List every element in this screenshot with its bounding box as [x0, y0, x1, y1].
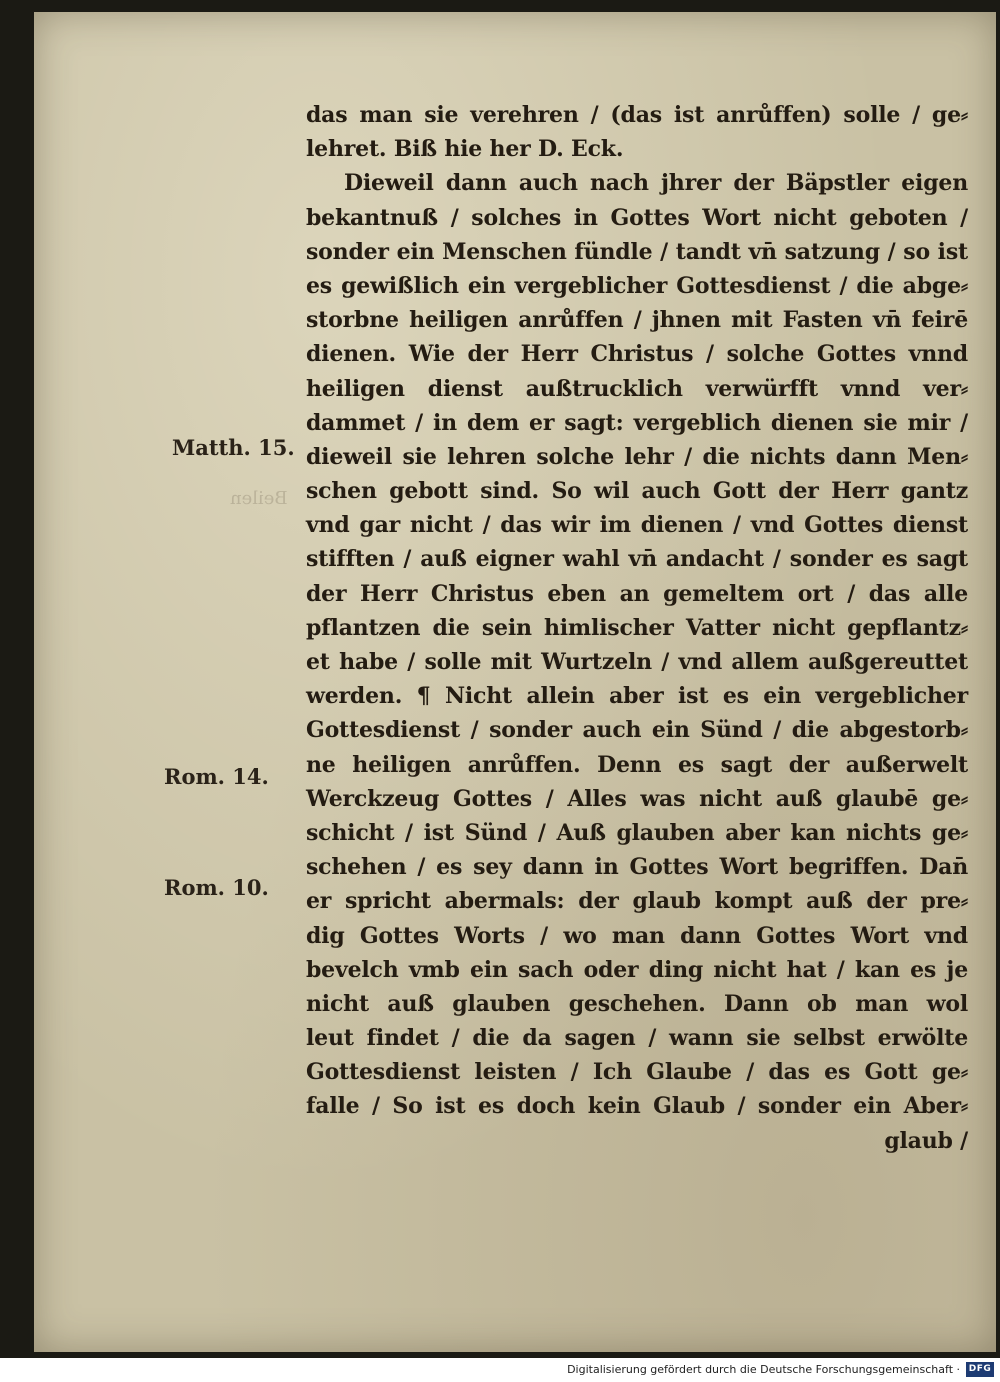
text-line: falle / So ist es doch kein Glaub / sonder ein Aber⸗	[306, 1093, 968, 1120]
dfg-logo-icon: DFG	[966, 1362, 994, 1377]
text-line: werden. ¶ Nicht allein aber ist es ein vergeblicher	[306, 683, 968, 710]
text-line: bevelch vmb ein sach oder ding nicht hat / kan es je	[306, 956, 968, 983]
text-line: et habe / solle mit Wurtzeln / vnd allem außgereuttet	[306, 649, 968, 675]
text-line: schen gebott sind. So wil auch Gott der Herr gantz	[306, 478, 968, 505]
text-line: dig Gottes Worts / wo man dann Gottes Wort vnd	[306, 922, 968, 949]
text-line: stifften / auß eigner wahl vn̄ andacht / sonder es sagt	[306, 546, 968, 573]
marginal-note-rom10: Rom. 10.	[164, 875, 269, 900]
text-line: das man sie verehren / (das ist anrůffen) solle / ge⸗	[306, 102, 968, 128]
funding-credit: Digitalisierung gefördert durch die Deutsche Forschungsgemeinschaft ·	[567, 1363, 960, 1376]
footer-bar	[0, 1358, 1000, 1382]
text-line: Gottesdienst / sonder auch ein Sünd / die abgestorb⸗	[306, 717, 968, 744]
text-line: dieweil sie lehren solche lehr / die nichts dann Men⸗	[306, 443, 968, 470]
text-line: es gewißlich ein vergeblicher Gottesdienst / die abge⸗	[306, 272, 968, 299]
text-line: Dieweil dann auch nach jhrer der Bäpstler eigen	[344, 170, 968, 197]
text-line: sonder ein Menschen fündle / tandt vn̄ satzung / so ist	[306, 238, 968, 265]
text-line: Gottesdienst leisten / Ich Glaube / das es Gott ge⸗	[306, 1059, 968, 1086]
text-line: vnd gar nicht / das wir im dienen / vnd Gottes dienst	[306, 512, 968, 539]
text-line: der Herr Christus eben an gemeltem ort / das alle	[306, 580, 968, 607]
text-line: dienen. Wie der Herr Christus / solche Gottes vnnd	[306, 341, 968, 368]
book-page	[34, 12, 996, 1352]
text-line: schehen / es sey dann in Gottes Wort begriffen. Dan̄	[306, 854, 968, 881]
bleed-through-mark: Beilen	[230, 488, 288, 509]
text-line: lehret. Biß hie her D. Eck.	[306, 136, 624, 163]
text-line: dammet / in dem er sagt: vergeblich dienen sie mir /	[306, 409, 968, 436]
text-line: leut findet / die da sagen / wann sie selbst erwölte	[306, 1025, 968, 1052]
page-text	[306, 98, 968, 1158]
text-line: nicht auß glauben geschehen. Dann ob man wol	[306, 990, 968, 1017]
text-line: schicht / ist Sünd / Auß glauben aber kan nichts ge⸗	[306, 819, 968, 846]
text-line: bekantnuß / solches in Gottes Wort nicht geboten /	[306, 204, 968, 231]
marginal-note-rom14: Rom. 14.	[164, 764, 269, 789]
text-line: pflantzen die sein himlischer Vatter nicht gepflantz⸗	[306, 614, 968, 641]
text-line: Werckzeug Gottes / Alles was nicht auß glaubē ge⸗	[306, 785, 968, 812]
text-line: storbne heiligen anrůffen / jhnen mit Fasten vn̄ feirē	[306, 307, 968, 334]
text-line: ne heiligen anrůffen. Denn es sagt der außerwelt	[306, 751, 968, 778]
catchword: glaub /	[884, 1127, 968, 1154]
marginal-note-matth: Matth. 15.	[172, 435, 295, 460]
text-line: heiligen dienst außtrucklich verwürfft vnnd ver⸗	[306, 375, 968, 402]
text-line: er spricht abermals: der glaub kompt auß der pre⸗	[306, 888, 968, 915]
